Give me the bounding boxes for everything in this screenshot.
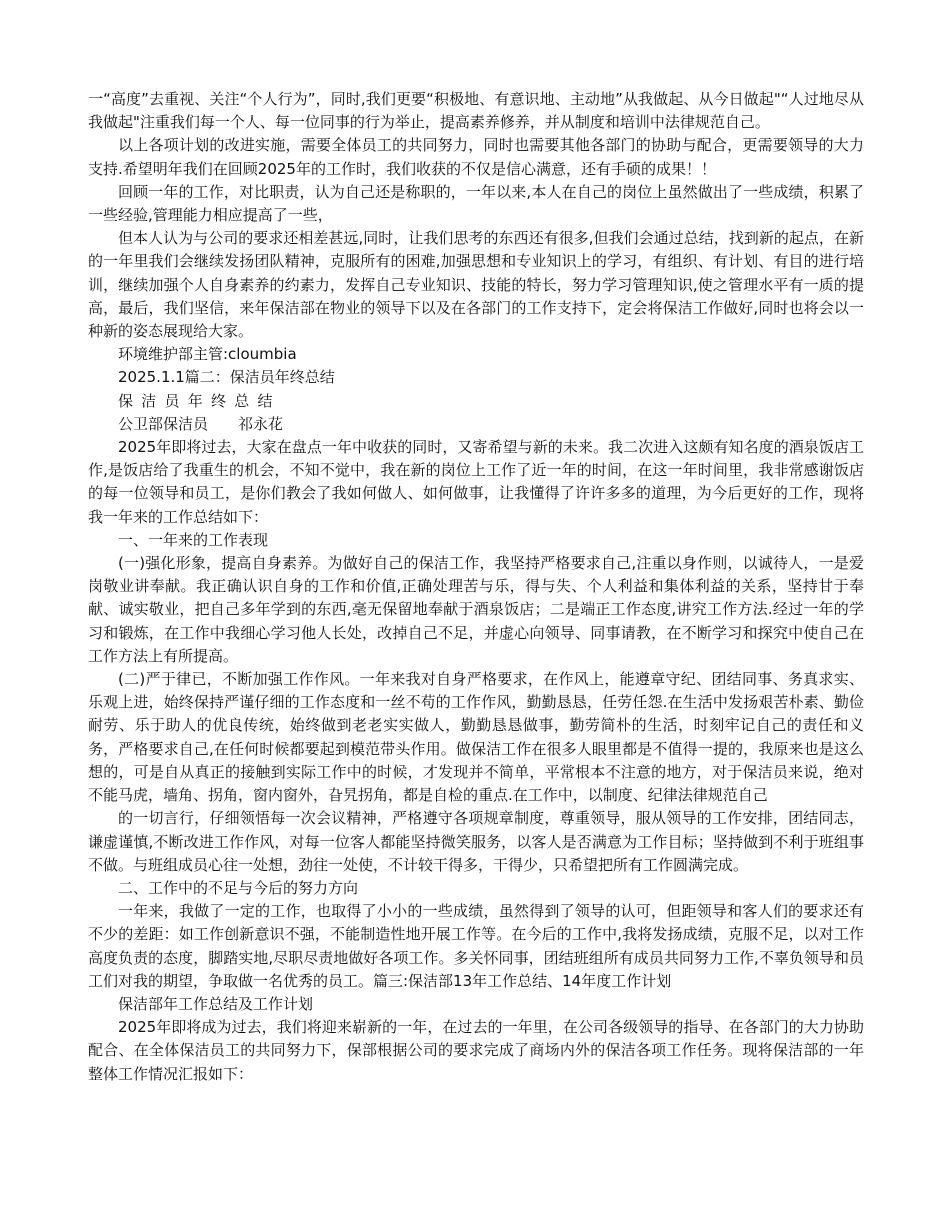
date-and-section-heading: 2025.1.1篇二：保洁员年终总结 xyxy=(118,368,335,387)
paragraph: (一)强化形象，提高自身素养。为做好自己的保洁工作，我坚持严格要求自己,注重以身作则，以诚待人，一是爱岗敬业讲奉献。我正确认识自身的工作和价值,正确处理苦与乐，得与失、个人利益和集体利益的关系，坚持甘于奉献、诚实敬业，把自己多年学到的东西,毫无保留地奉献于酒泉饭店；二是端正工作态度,讲究工作方法.经过一年的学习和锻炼，在工作中我细心学习他人长处，改掉自己不足，并虚心向领导、同事请教，在不断学习和探究中使自己在工作方法上有所提高。 xyxy=(88,554,864,665)
paragraph: 2025年即将过去，大家在盘点一年中收获的同时，又寄希望与新的未来。我二次进入这颇有知名度的酒泉饭店工作,是饭店给了我重生的机会，不知不觉中，我在新的岗位上工作了近一年的时间，在这一年时间里，我非常感谢饭店的每一位领导和员工，是你们教会了我如何做人、如何做事，让我懂得了许许多多的道理，为今后更好的工作，现将我一年来的工作总结如下： xyxy=(88,438,864,526)
paragraph: 一年来，我做了一定的工作，也取得了小小的一些成绩，虽然得到了领导的认可，但距领导和客人们的要求还有不少的差距：如工作创新意识不强，不能制造性地开展工作等。在今后的工作中,我将发扬成绩，克服不足，以对工作高度负责的态度，脚踏实地,尽职尽责地做好各项工作。多关怀同事，团结班组所有成员共同努力工作,不辜负领导和员工们对我的期望，争取做一名优秀的员工。篇三:保洁部13年工作总结、14年度工作计划 xyxy=(88,902,864,990)
paragraph: 以上各项计划的改进实施，需要全体员工的共同努力，同时也需要其他各部门的协助与配合，更需要领导的大力支持.希望明年我们在回顾2025年的工作时，我们收获的不仅是信心满意，还有手硕的成果！！ xyxy=(88,136,864,178)
signature-line: 环境维护部主管:cloumbia xyxy=(118,345,297,364)
section-title: 保洁部年工作总结及工作计划 xyxy=(118,994,314,1013)
paragraph: 的一切言行，仔细领悟每一次会议精神，严格遵守各项规章制度，尊重领导，服从领导的工作安排，团结同志，谦虚谨慎,不断改进工作作风，对每一位客人都能坚持微笑服务，以客人是否满意为工作目标；坚持做到不利于班组事不做。与班组成员心往一处想，劲往一处使，不计较干得多，干得少，只希望把所有工作圆满完成。 xyxy=(88,809,864,874)
document-body xyxy=(88,88,864,1086)
section-heading: 一、一年来的工作表现 xyxy=(118,530,269,549)
paragraph: 2025年即将成为过去，我们将迎来崭新的一年，在过去的一年里，在公司各级领导的指导、在各部门的大力协助配合、在全体保洁员工的共同努力下，保部根据公司的要求完成了商场内外的保洁各项工作任务。现将保洁部的一年整体工作情况汇报如下： xyxy=(88,1018,864,1083)
document-title: 保洁员年终总结 xyxy=(118,391,281,410)
author-line: 公卫部保洁员 祁永花 xyxy=(118,414,284,433)
paragraph: 但本人认为与公司的要求还相差甚远,同时，让我们思考的东西还有很多,但我们会通过总结，找到新的起点，在新的一年里我们会继续发扬团队精神，克服所有的困难,加强思想和专业知识上的学习，有组织、有计划、有目的进行培训，继续加强个人自身素养的约素力，发挥自己专业知识、技能的特长，努力学习管理知识,使之管理水平有一质的提高，最后，我们坚信，来年保洁部在物业的领导下以及在各部门的工作支持下，定会将保洁工作做好,同时也将会以一种新的姿态展现给大家。 xyxy=(88,229,864,341)
paragraph: (二)严于律已，不断加强工作作风。一年来我对自身严格要求，在作风上，能遵章守纪、团结同事、务真求实、乐观上进，始终保持严谨仔细的工作态度和一丝不苟的工作作风，勤勤恳恳，任劳任怨.在生活中发扬艰苦朴素、勤俭耐劳、乐于助人的优良传统，始终做到老老实实做人，勤勤恳恳做事，勤劳简朴的生活，时刻牢记自己的责任和义务，严格要求自己,在任何时候都要起到模范带头作用。做保洁工作在很多人眼里都是不值得一提的，我原来也是这么想的，可是自从真正的接触到实际工作中的时候，才发现并不简单，平常根本不注意的地方，对于保洁员来说，绝对不能马虎，墙角、拐角，窗内窗外，旮旯拐角，都是自检的重点.在工作中，以制度、纪律法律规范自己 xyxy=(88,670,864,805)
paragraph: 一“高度”去重视、关注“个人行为”，同时,我们更要“积极地、有意识地、主动地”从我做起、从今日做起"“人过地尽从我做起"注重我们每一个人、每一位同事的行为举止，提高素养修养，并从制度和培训中法律规范自己。 xyxy=(88,90,864,132)
section-heading: 二、工作中的不足与今后的努力方向 xyxy=(118,878,359,897)
paragraph: 回顾一年的工作，对比职责，认为自己还是称职的，一年以来,本人在自己的岗位上虽然做出了一些成绩，积累了一些经验,管理能力相应提高了一些， xyxy=(88,182,864,225)
